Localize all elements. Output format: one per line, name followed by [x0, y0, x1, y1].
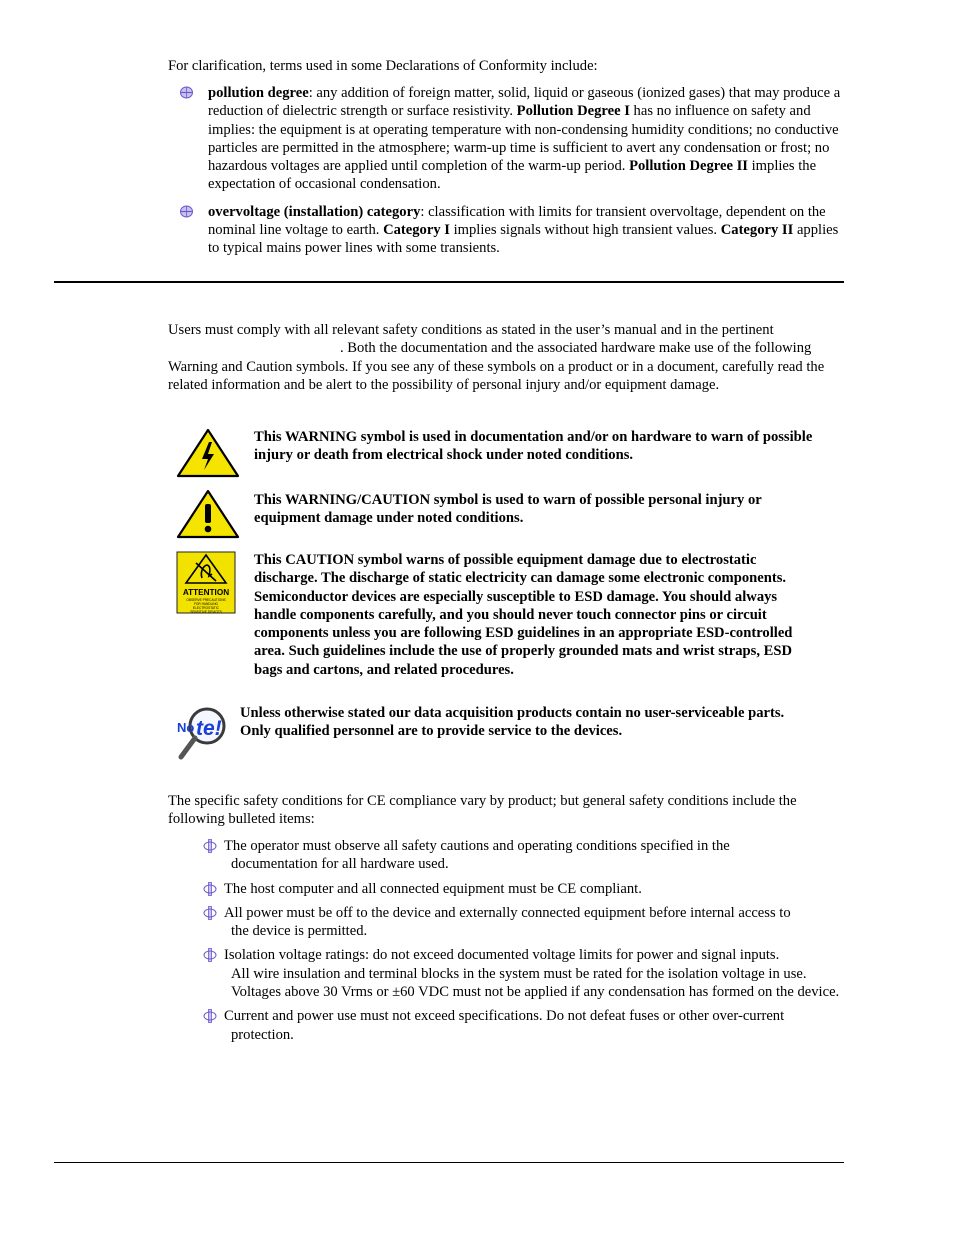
list-item-text-cont: protection.	[231, 1026, 294, 1043]
list-item	[203, 904, 843, 941]
safety-paragraph	[168, 321, 848, 394]
esd-attention-label: ATTENTION	[182, 588, 230, 597]
svg-text:te!: te!	[196, 717, 222, 740]
safety-line-2: . Both the documentation and the associated hardware make use of the following Warning and Caution symbols. If you see any of these symbols on a product or in a document, carefully read the related information and be alert to the possibility of personal injury and/or equipment damage.	[168, 340, 825, 393]
svg-text:No: No	[177, 720, 195, 735]
safety-line-1: Users must comply with all relevant safety conditions as stated in the user’s manual and in the pertinent	[168, 322, 774, 338]
term-overvoltage-category	[180, 203, 850, 258]
list-item-text: All power must be off to the device and externally connected equipment before internal access to	[224, 904, 791, 921]
esd-caution-text: This CAUTION symbol warns of possible equipment damage due to electrostatic discharge. The discharge of static electricity can damage some electronic components. Semiconductor devices are especially susceptible to ESD damage. You should always handle components carefully, and you should never touch connector pins or circuit components unless you are following ESD guidelines in an appropriate ESD-controlled area. Such guidelines include the use of properly grounded mats and wrist straps, ESD bags and cartons, and related procedures.	[254, 552, 793, 678]
cross-bullet-icon	[203, 948, 217, 962]
term-text: has no influence on safety and implies: the equipment is at operating temperature with non-condensing humidity conditions; no conductive particles are permitted in the atmosphere; warm-up time is sufficient to avert any condensation or frost; no hazardous voltages are applied until completion of the warm-up period.	[208, 103, 839, 175]
ce-intro-text: The specific safety conditions for CE compliance vary by product; but general safety conditions include the following bulleted items:	[168, 793, 797, 828]
list-item	[203, 837, 843, 874]
footer-divider	[54, 1162, 844, 1163]
term-bold: Category II	[720, 222, 794, 239]
term-sep: :	[308, 85, 317, 101]
cross-bullet-icon	[203, 1009, 217, 1023]
list-item-text-cont: All wire insulation and terminal blocks in the system must be rated for the isolation voltage in use. Voltages above 30 Vrms or ±60 VDC must not be applied if any condensation has formed on the device.	[231, 965, 840, 1001]
term-text: applies to typical mains power lines with some transients.	[208, 222, 839, 257]
diamond-bullet-icon	[180, 205, 193, 218]
svg-text:FOR HANDLING: FOR HANDLING	[193, 602, 219, 606]
term-bold: Pollution Degree II	[629, 158, 748, 175]
diamond-bullet-icon	[180, 86, 193, 99]
terms-list	[180, 84, 850, 267]
svg-text:SENSITIVE DEVICES: SENSITIVE DEVICES	[190, 610, 222, 614]
intro-text: For clarification, terms used in some Declarations of Conformity include:	[168, 58, 598, 74]
term-text: classification with limits for transient overvoltage, dependent on the nominal line voltage to earth.	[208, 203, 826, 239]
term-text: any addition of foreign matter, solid, liquid or gaseous (ionized gases) that may produce a reduction of dielectric strength or surface resistivity.	[208, 85, 841, 120]
cross-bullet-icon	[203, 906, 217, 920]
note-text: Unless otherwise stated our data acquisition products contain no user-serviceable parts. Only qualified personnel are to provide service to the devices.	[240, 705, 785, 740]
term-pollution-degree	[180, 84, 850, 194]
cross-bullet-icon	[203, 882, 217, 896]
exclamation-warning-icon	[176, 489, 240, 539]
term-sep: :	[420, 203, 429, 220]
list-item	[203, 1007, 843, 1044]
term-text: implies signals without high transient values.	[449, 222, 721, 239]
term-bold: Pollution Degree I	[516, 103, 630, 120]
term-text: implies the expectation of occasional condensation.	[208, 158, 817, 193]
ce-bullet-list	[203, 837, 843, 1050]
electrical-shock-warning-icon	[176, 428, 240, 478]
svg-text:OBSERVE PRECAUTIONS: OBSERVE PRECAUTIONS	[186, 598, 226, 602]
svg-text:ELECTROSTATIC: ELECTROSTATIC	[193, 606, 219, 610]
list-item	[203, 946, 843, 1001]
list-item-text: The operator must observe all safety cautions and operating conditions specified in the	[224, 838, 730, 854]
list-item-text: The host computer and all connected equipment must be CE compliant.	[224, 880, 642, 897]
esd-attention-icon	[176, 551, 236, 614]
section-divider	[54, 281, 844, 283]
list-item	[203, 880, 843, 898]
term-name: overvoltage (installation) category	[208, 203, 421, 220]
caution-warning-text: This WARNING/CAUTION symbol is used to warn of possible personal injury or equipment damage under noted conditions.	[254, 492, 762, 527]
list-item-text: Isolation voltage ratings: do not exceed documented voltage limits for power and signal inputs.	[224, 947, 780, 964]
cross-bullet-icon	[203, 839, 217, 853]
list-item-text: Current and power use must not exceed specifications. Do not defeat fuses or other over-current	[224, 1008, 785, 1025]
term-bold: Category I	[383, 222, 450, 239]
list-item-text-cont: documentation for all hardware used.	[231, 856, 449, 873]
shock-warning-text: This WARNING symbol is used in documentation and/or on hardware to warn of possible injury or death from electrical shock under noted conditions.	[254, 429, 813, 464]
list-item-text-cont: the device is permitted.	[231, 923, 368, 940]
term-name: pollution degree	[208, 85, 309, 101]
note-magnifier-icon	[174, 704, 234, 764]
